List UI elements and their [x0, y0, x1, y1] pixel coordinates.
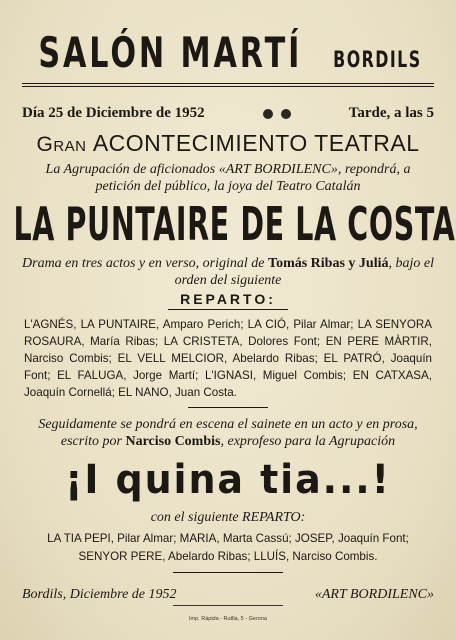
play-description [22, 255, 434, 289]
hall-name: SALÓN MARTÍ [38, 28, 303, 77]
second-part1: Seguidamente se pondrá en escena el sainete en un acto y en prosa, escrito por [38, 417, 418, 449]
second-play-intro [22, 416, 434, 450]
intro-text: La Agrupación de aficionados «ART BORDILENC», repondrá, a petición del público, la joya del Teatro Catalán [45, 162, 411, 194]
ornament-dots [263, 109, 291, 119]
event-heading [22, 130, 434, 157]
with-cast-label: con el siguiente REPARTO: [150, 510, 306, 525]
hall-town: BORDILS [333, 48, 422, 73]
footer [22, 587, 434, 603]
date-line [22, 105, 434, 122]
play-author: Tomás Ribas y Juliá [268, 256, 389, 271]
printer-credit: Imp. Rápida - Rutlla, 5 - Gerona [189, 616, 267, 622]
printer-rule [173, 605, 283, 606]
header [22, 28, 434, 77]
second-author: Narciso Combis [125, 434, 221, 449]
date-text: Día 25 de Diciembre de 1952 [22, 105, 205, 121]
footer-place-date: Bordils, Diciembre de 1952 [22, 587, 177, 602]
second-part2: , exprofeso para la Agrupación [220, 434, 396, 449]
time-text: Tarde, a las 5 [348, 105, 434, 121]
dot-icon [263, 109, 273, 119]
cast-list: L'AGNÉS, LA PUNTAIRE, Amparo Perich; LA CIÓ, Pilar Almar; LA SENYORA ROSAURA, María Ribas; LA CRISTETA, Dolores Font; EN PERE MÀRTIR, Narciso Combis; EL VELL MELCIOR, Abelardo Ribas; EL PATRÓ, Joaquín Font; EL FALUGA, Jorge Martí; L'IGNASI, Miguel Combis; EN CATXASA, Joaquín Cornellá; EL NANO, Juan Costa. [24, 318, 432, 399]
event-prefix: Gran [36, 133, 87, 156]
cast-label-underline [168, 309, 288, 310]
play-desc-part2: , bajo el orden del siguiente [174, 256, 434, 288]
sainete-cast-list: LA TIA PEPI, Pilar Almar; MARIA, Marta Cassú; JOSEP, Joaquín Font; SENYOR PERE, Abelardo Ribas; LLUÍS, Narciso Combis. [47, 532, 409, 563]
event-main: ACONTECIMIENTO TEATRAL [92, 130, 420, 156]
sainete-title: ¡I quina tia...! [65, 457, 391, 503]
play-desc-part1: Drama en tres actos y en verso, original de [22, 256, 269, 271]
footer-divider [173, 572, 283, 573]
cast-label: REPARTO: [180, 291, 276, 307]
section-divider [188, 407, 268, 408]
dot-icon [281, 109, 291, 119]
header-rule [22, 83, 434, 87]
poster-sheet [13, 22, 456, 622]
footer-group: «ART BORDILENC» [314, 587, 434, 602]
play-title: LA PUNTAIRE DE LA COSTA [13, 197, 456, 251]
